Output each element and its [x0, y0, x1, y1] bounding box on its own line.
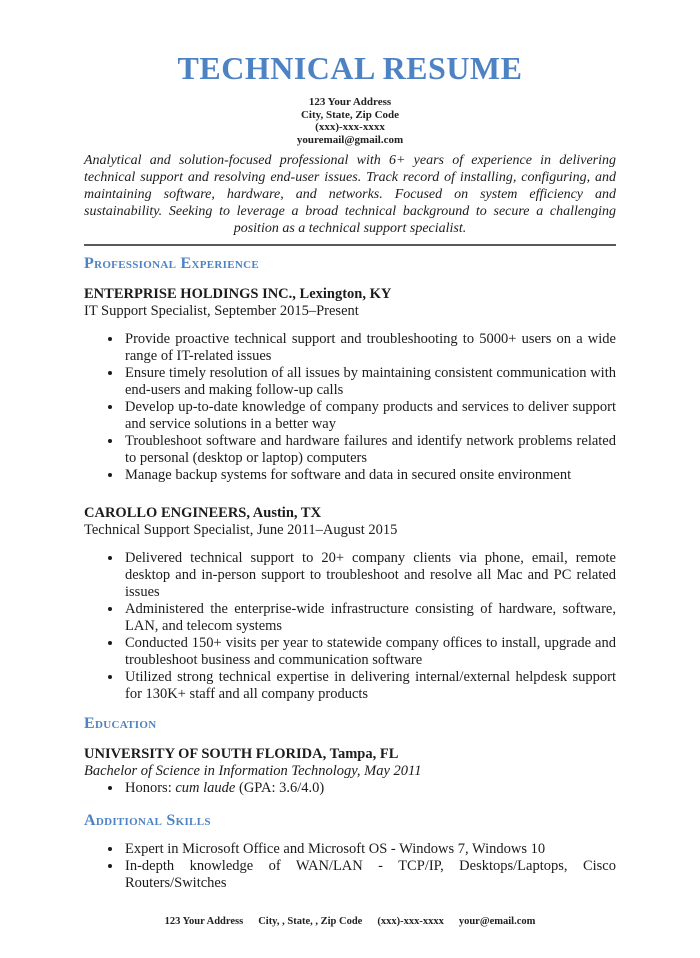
- bullet-item: • Administered the enterprise-wide infrastructure consisting of hardware, software, LAN, and telecom systems: [123, 601, 616, 635]
- job-company: CAROLLO ENGINEERS, Austin, TX: [84, 505, 322, 521]
- footer-contact-bar: [84, 916, 616, 927]
- job-role-dates: IT Support Specialist, September 2015–Present: [84, 303, 359, 319]
- skill-item: • In-depth knowledge of WAN/LAN - TCP/IP, Desktops/Laptops, Cisco Routers/Switches: [123, 858, 616, 892]
- honors-latin: cum laude: [175, 780, 236, 796]
- footer-phone: (xxx)-xxx-xxxx: [377, 916, 444, 927]
- contact-email-line: youremail@gmail.com: [296, 133, 404, 146]
- bullet-item: • Ensure timely resolution of all issues by maintaining consistent communication with end-users and making follow-up calls: [123, 365, 616, 399]
- footer-city: City, , State, , Zip Code: [258, 916, 363, 927]
- contact-city-line: City, State, Zip Code: [300, 108, 400, 121]
- honors-item: [123, 780, 616, 797]
- section-heading-experience: Professional Experience: [84, 255, 259, 272]
- bullet-item: • Manage backup systems for software and data in secured onsite environment: [123, 467, 616, 484]
- job-bullet-list: [84, 550, 616, 703]
- header-contact-block: [84, 96, 616, 146]
- footer-address: 123 Your Address: [164, 916, 244, 927]
- skill-item: • Expert in Microsoft Office and Microsoft OS - Windows 7, Windows 10: [123, 841, 616, 858]
- contact-phone-line: (xxx)-xxx-xxxx: [315, 121, 385, 133]
- bullet-item: • Develop up-to-date knowledge of company products and services to deliver support and service solutions in a better way: [123, 399, 616, 433]
- degree-line: Bachelor of Science in Information Technology, May 2011: [84, 763, 422, 779]
- bullet-item: • Troubleshoot software and hardware failures and identify network problems related to personal (desktop or laptop) computers: [123, 433, 616, 467]
- job-bullet-list: [84, 331, 616, 484]
- section-heading-skills: Additional Skills: [84, 812, 211, 829]
- bullet-item: • Conducted 150+ visits per year to statewide company offices to install, upgrade and troubleshoot business and communication software: [123, 635, 616, 669]
- job-role-dates: Technical Support Specialist, June 2011–August 2015: [84, 522, 398, 538]
- skills-bullet-list: [84, 841, 616, 892]
- resume-page: [0, 52, 700, 958]
- page-title: TECHNICAL RESUME: [177, 50, 523, 86]
- education-bullet-list: [84, 780, 616, 797]
- summary-paragraph: Analytical and solution-focused professional with 6+ years of experience in delivering technical support and resolving end-user issues. Track record of installing, configuring, and maintaining software, hardware, and networks. Focused on system efficiency and sustainability. Seeking to leverage a broad technical background to secure a challenging position as a technical support specialist.: [84, 153, 616, 236]
- job-entry-carollo: [84, 505, 616, 703]
- honors-prefix: Honors:: [125, 780, 176, 796]
- school-name: UNIVERSITY OF SOUTH FLORIDA, Tampa, FL: [84, 746, 399, 762]
- footer-email: your@email.com: [458, 916, 536, 927]
- section-heading-education: Education: [84, 715, 157, 732]
- divider-rule: [84, 244, 616, 246]
- bullet-item: • Utilized strong technical expertise in delivering internal/external helpdesk support for 130K+ staff and all company products: [123, 669, 616, 703]
- bullet-item: • Delivered technical support to 20+ company clients via phone, email, remote desktop and in-person support to troubleshoot and resolve all Mac and PC related issues: [123, 550, 616, 601]
- contact-address-line: 123 Your Address: [308, 96, 392, 108]
- education-entry: [84, 746, 616, 797]
- bullet-item: • Provide proactive technical support and troubleshooting to 5000+ users on a wide range of IT-related issues: [123, 331, 616, 365]
- honors-gpa: (GPA: 3.6/4.0): [235, 780, 325, 796]
- job-company: ENTERPRISE HOLDINGS INC., Lexington, KY: [84, 286, 392, 302]
- job-entry-enterprise: [84, 286, 616, 484]
